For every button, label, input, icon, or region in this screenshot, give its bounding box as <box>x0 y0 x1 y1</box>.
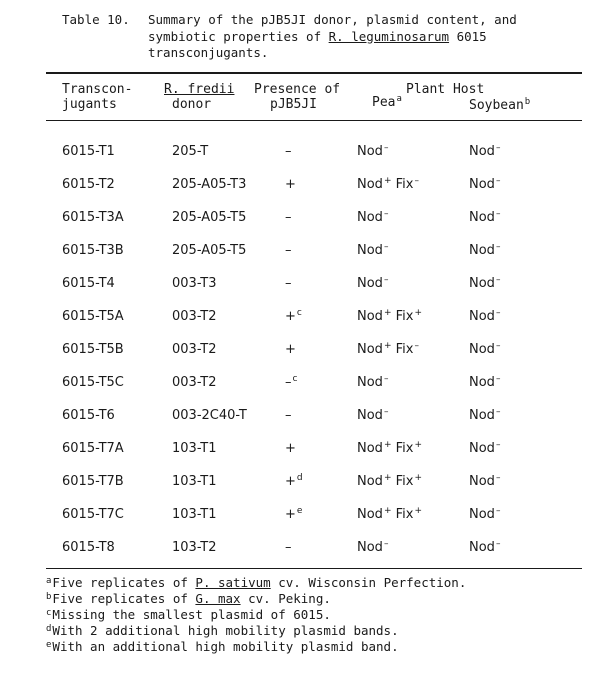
presence-footnote-mark: e <box>296 506 303 516</box>
presence-value: – <box>285 375 292 390</box>
cell-soybean <box>469 144 500 159</box>
cell-presence <box>285 507 302 522</box>
presence-value: + <box>285 342 296 357</box>
cell-transconjugant <box>62 144 115 159</box>
cell-transconjugant <box>62 540 115 555</box>
donor-strain: 003-2C40-T <box>172 408 247 423</box>
pea-nod-sign: – <box>383 539 389 549</box>
cell-donor <box>172 177 246 192</box>
pea-nod: Nod <box>357 507 383 522</box>
footnote-mark: e <box>46 640 52 650</box>
pea-nod: Nod <box>357 210 383 225</box>
header-col2-line1: R. fredii <box>164 82 235 97</box>
donor-strain: 003-T3 <box>172 276 217 291</box>
presence-footnote-mark: c <box>292 374 298 384</box>
header-col1-line1: Transcon- <box>62 82 133 97</box>
pea-fix: Fix <box>395 309 414 324</box>
header-rule <box>46 120 582 121</box>
donor-strain: 003-T2 <box>172 342 217 357</box>
cell-transconjugant <box>62 507 124 522</box>
header-donor <box>164 82 234 112</box>
donor-strain: 103-T1 <box>172 507 217 522</box>
cell-soybean <box>469 309 500 324</box>
header-soybean-sup: b <box>524 97 531 107</box>
cell-donor <box>172 342 217 357</box>
soybean-nod-sign: – <box>495 539 501 549</box>
footnote-mark: a <box>46 576 52 586</box>
pea-nod-sign: + <box>383 506 392 516</box>
pea-nod: Nod <box>357 342 383 357</box>
presence-footnote-mark: c <box>296 308 302 318</box>
header-pea-sup: a <box>396 94 402 104</box>
header-transconjugants <box>62 82 132 112</box>
soybean-nod: Nod <box>469 210 495 225</box>
pea-fix-sign: – <box>414 341 419 351</box>
pea-fix: Fix <box>395 507 414 522</box>
cell-soybean <box>469 540 500 555</box>
cell-pea <box>357 276 388 291</box>
pea-nod: Nod <box>357 408 383 423</box>
cell-presence <box>285 276 293 291</box>
pea-nod-sign: + <box>383 308 392 318</box>
presence-value: – <box>285 540 292 555</box>
cell-donor <box>172 375 217 390</box>
presence-value: – <box>285 276 292 291</box>
caption-species: R. leguminosarum <box>328 28 450 44</box>
header-col3-line2: pJB5JI <box>270 97 317 112</box>
pea-nod-sign: + <box>383 440 392 450</box>
cell-transconjugant <box>62 210 124 225</box>
soybean-nod-sign: – <box>495 506 501 516</box>
cell-soybean <box>469 474 500 489</box>
footnote-text: Five replicates of <box>52 591 196 606</box>
presence-value: – <box>285 243 292 258</box>
soybean-nod: Nod <box>469 144 495 159</box>
transconjugant-id: 6015-T5C <box>62 375 124 390</box>
cell-donor <box>172 243 246 258</box>
footnote-mark: d <box>46 624 52 634</box>
presence-value: + <box>285 309 296 324</box>
header-pea <box>372 95 402 112</box>
transconjugant-id: 6015-T4 <box>62 276 115 291</box>
pea-fix-sign: + <box>414 308 423 318</box>
cell-presence <box>285 243 293 258</box>
pea-nod-sign: – <box>383 275 389 285</box>
soybean-nod-sign: – <box>495 209 501 219</box>
caption-line-2a: symbiotic properties of <box>148 28 329 44</box>
donor-strain: 003-T2 <box>172 309 217 324</box>
donor-strain: 003-T2 <box>172 375 217 390</box>
pea-nod: Nod <box>357 177 383 192</box>
pea-nod: Nod <box>357 309 383 324</box>
caption-line-2b: 6015 <box>449 28 487 44</box>
caption-line-1: Summary of the pJB5JI donor, plasmid content, and <box>148 12 517 27</box>
cell-soybean <box>469 210 500 225</box>
cell-presence <box>285 177 297 192</box>
transconjugant-id: 6015-T3B <box>62 243 124 258</box>
soybean-nod-sign: – <box>495 176 501 186</box>
cell-presence <box>285 441 297 456</box>
cell-donor <box>172 309 217 324</box>
pea-fix: Fix <box>395 177 414 192</box>
donor-strain: 205-A05-T5 <box>172 243 247 258</box>
footnote-mark: c <box>46 608 52 618</box>
pea-nod: Nod <box>357 474 383 489</box>
top-rule <box>46 72 582 74</box>
soybean-nod-sign: – <box>495 308 501 318</box>
pea-nod-sign: – <box>383 374 389 384</box>
cell-pea <box>357 474 422 489</box>
soybean-nod: Nod <box>469 507 495 522</box>
cell-pea <box>357 540 388 555</box>
transconjugant-id: 6015-T2 <box>62 177 115 192</box>
transconjugant-id: 6015-T5B <box>62 342 124 357</box>
presence-footnote-mark: d <box>296 473 303 483</box>
cell-transconjugant <box>62 309 124 324</box>
footnote-text: G. max <box>195 591 241 606</box>
cell-donor <box>172 408 247 423</box>
soybean-nod: Nod <box>469 474 495 489</box>
donor-strain: 103-T1 <box>172 474 217 489</box>
cell-pea <box>357 144 388 159</box>
presence-value: – <box>285 210 292 225</box>
pea-fix: Fix <box>395 342 414 357</box>
header-presence <box>254 82 340 112</box>
header-col3-line1: Presence of <box>254 82 341 97</box>
soybean-nod-sign: – <box>495 143 501 153</box>
table-label: Table 10. <box>62 12 130 27</box>
cell-soybean <box>469 276 500 291</box>
header-soybean <box>469 98 530 115</box>
transconjugant-id: 6015-T7B <box>62 474 124 489</box>
cell-pea <box>357 309 422 324</box>
transconjugant-id: 6015-T6 <box>62 408 115 423</box>
cell-pea <box>357 177 419 192</box>
pea-nod-sign: + <box>383 176 392 186</box>
cell-pea <box>357 342 419 357</box>
soybean-nod: Nod <box>469 408 495 423</box>
transconjugant-id: 6015-T8 <box>62 540 115 555</box>
donor-strain: 103-T1 <box>172 441 217 456</box>
cell-donor <box>172 540 217 555</box>
cell-pea <box>357 507 422 522</box>
pea-nod: Nod <box>357 375 383 390</box>
header-pea-label: Pea <box>372 95 396 110</box>
cell-donor <box>172 276 217 291</box>
cell-transconjugant <box>62 441 124 456</box>
cell-pea <box>357 375 388 390</box>
presence-value: + <box>285 177 296 192</box>
footnote-e <box>46 639 399 657</box>
transconjugant-id: 6015-T7A <box>62 441 124 456</box>
donor-strain: 205-A05-T3 <box>172 177 247 192</box>
pea-fix-sign: – <box>414 176 419 186</box>
cell-transconjugant <box>62 375 124 390</box>
cell-pea <box>357 243 388 258</box>
transconjugant-id: 6015-T1 <box>62 144 115 159</box>
transconjugant-id: 6015-T3A <box>62 210 124 225</box>
pea-nod: Nod <box>357 540 383 555</box>
soybean-nod-sign: – <box>495 341 501 351</box>
header-plant-host: Plant Host <box>406 82 485 97</box>
pea-nod-sign: – <box>383 242 389 252</box>
cell-soybean <box>469 177 500 192</box>
pea-fix-sign: + <box>414 440 423 450</box>
footnote-text: With an additional high mobility plasmid band. <box>52 639 399 654</box>
soybean-nod: Nod <box>469 309 495 324</box>
footnote-text: P. sativum <box>195 575 271 590</box>
cell-transconjugant <box>62 177 115 192</box>
footnote-text: cv. Wisconsin Perfection. <box>270 575 467 590</box>
cell-donor <box>172 144 208 159</box>
cell-presence <box>285 540 293 555</box>
header-col1-line2: jugants <box>62 97 117 112</box>
soybean-nod: Nod <box>469 540 495 555</box>
cell-presence <box>285 474 303 489</box>
donor-strain: 205-A05-T5 <box>172 210 247 225</box>
cell-presence <box>285 144 293 159</box>
cell-donor <box>172 441 217 456</box>
presence-value: – <box>285 408 292 423</box>
cell-soybean <box>469 375 500 390</box>
cell-soybean <box>469 342 500 357</box>
presence-value: + <box>285 441 296 456</box>
cell-presence <box>285 408 293 423</box>
cell-donor <box>172 210 246 225</box>
cell-transconjugant <box>62 243 124 258</box>
cell-presence <box>285 309 302 324</box>
cell-transconjugant <box>62 474 124 489</box>
cell-transconjugant <box>62 408 115 423</box>
caption-line-3: transconjugants. <box>148 45 269 60</box>
donor-strain: 205-T <box>172 144 209 159</box>
cell-presence <box>285 342 297 357</box>
caption-text <box>148 12 548 62</box>
cell-soybean <box>469 441 500 456</box>
pea-nod: Nod <box>357 441 383 456</box>
donor-strain: 103-T2 <box>172 540 217 555</box>
soybean-nod-sign: – <box>495 242 501 252</box>
soybean-nod: Nod <box>469 441 495 456</box>
cell-donor <box>172 474 217 489</box>
header-col2-line2: donor <box>172 97 212 112</box>
pea-fix-sign: + <box>414 506 423 516</box>
soybean-nod-sign: – <box>495 407 501 417</box>
soybean-nod: Nod <box>469 342 495 357</box>
presence-value: – <box>285 144 292 159</box>
cell-presence <box>285 210 293 225</box>
transconjugant-id: 6015-T5A <box>62 309 124 324</box>
soybean-nod-sign: – <box>495 275 501 285</box>
cell-pea <box>357 210 388 225</box>
cell-presence <box>285 375 297 390</box>
footnote-text: With 2 additional high mobility plasmid bands. <box>52 623 399 638</box>
pea-nod-sign: – <box>383 209 389 219</box>
cell-pea <box>357 441 422 456</box>
pea-nod-sign: + <box>383 341 392 351</box>
cell-transconjugant <box>62 276 115 291</box>
cell-soybean <box>469 507 500 522</box>
cell-soybean <box>469 243 500 258</box>
footnote-text: Missing the smallest plasmid of 6015. <box>52 607 331 622</box>
soybean-nod: Nod <box>469 243 495 258</box>
soybean-nod: Nod <box>469 177 495 192</box>
presence-value: + <box>285 507 296 522</box>
cell-pea <box>357 408 388 423</box>
soybean-nod-sign: – <box>495 374 501 384</box>
pea-nod-sign: – <box>383 143 389 153</box>
pea-fix: Fix <box>395 441 414 456</box>
pea-nod: Nod <box>357 144 383 159</box>
pea-fix-sign: + <box>414 473 423 483</box>
pea-nod-sign: + <box>383 473 392 483</box>
footnote-text: cv. Peking. <box>240 591 331 606</box>
pea-nod: Nod <box>357 276 383 291</box>
pea-nod: Nod <box>357 243 383 258</box>
cell-donor <box>172 507 217 522</box>
presence-value: + <box>285 474 296 489</box>
soybean-nod: Nod <box>469 276 495 291</box>
transconjugant-id: 6015-T7C <box>62 507 124 522</box>
pea-fix: Fix <box>395 474 414 489</box>
footnote-text: Five replicates of <box>52 575 196 590</box>
cell-transconjugant <box>62 342 124 357</box>
soybean-nod-sign: – <box>495 440 501 450</box>
cell-soybean <box>469 408 500 423</box>
footnote-mark: b <box>46 592 52 602</box>
soybean-nod-sign: – <box>495 473 501 483</box>
soybean-nod: Nod <box>469 375 495 390</box>
pea-nod-sign: – <box>383 407 389 417</box>
header-soybean-label: Soybean <box>469 98 524 113</box>
bottom-rule <box>46 568 582 569</box>
